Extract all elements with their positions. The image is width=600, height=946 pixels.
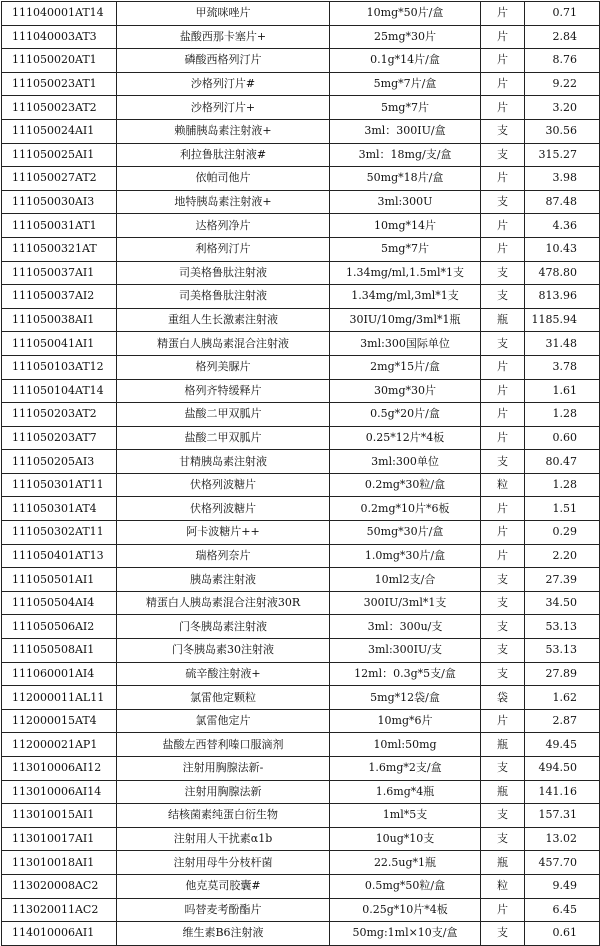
table-row (2, 686, 600, 710)
drug-spec-cell: 1.6mg*2支/盒 (330, 757, 481, 781)
drug-spec-cell: 5mg*7片 (330, 237, 481, 261)
drug-code-cell: 111050203AT7 (2, 426, 117, 450)
drug-price-cell: 1.28 (525, 473, 600, 497)
drug-code-cell: 111050301AT4 (2, 497, 117, 521)
drug-unit-cell: 支 (481, 615, 525, 639)
drug-code-cell: 113010015AI1 (2, 804, 117, 828)
drug-spec-cell: 50mg*30片/盒 (330, 521, 481, 545)
drug-name-cell: 格列美脲片 (117, 355, 330, 379)
drug-code-cell: 111050508AI1 (2, 639, 117, 663)
drug-spec-cell: 10ug*10支 (330, 827, 481, 851)
drug-name-cell: 氯雷他定颗粒 (117, 686, 330, 710)
drug-name-cell: 门冬胰岛素30注射液 (117, 639, 330, 663)
drug-spec-cell: 0.2mg*30粒/盒 (330, 473, 481, 497)
drug-unit-cell: 瓶 (481, 780, 525, 804)
drug-code-cell: 111050030AI3 (2, 190, 117, 214)
drug-code-cell: 111050401AT13 (2, 544, 117, 568)
drug-price-cell: 53.13 (525, 615, 600, 639)
table-row (2, 96, 600, 120)
drug-code-cell: 111050103AT12 (2, 355, 117, 379)
drug-code-cell: 111050023AT1 (2, 72, 117, 96)
drug-spec-cell: 1.0mg*30片/盒 (330, 544, 481, 568)
table-row (2, 25, 600, 49)
drug-price-cell: 0.71 (525, 2, 600, 26)
drug-price-cell: 1.51 (525, 497, 600, 521)
drug-spec-cell: 5mg*7片 (330, 96, 481, 120)
drug-unit-cell: 支 (481, 143, 525, 167)
table-row (2, 167, 600, 191)
drug-code-cell: 113010006AI12 (2, 757, 117, 781)
drug-unit-cell: 片 (481, 403, 525, 427)
drug-unit-cell: 支 (481, 119, 525, 143)
drug-code-cell: 111050020AT1 (2, 49, 117, 73)
table-row (2, 403, 600, 427)
drug-name-cell: 注射用胸腺法新 (117, 780, 330, 804)
drug-name-cell: 甲巯咪唑片 (117, 2, 330, 26)
drug-unit-cell: 支 (481, 662, 525, 686)
drug-spec-cell: 0.25*12片*4板 (330, 426, 481, 450)
drug-code-cell: 111050302AT11 (2, 521, 117, 545)
drug-code-cell: 111060001AI4 (2, 662, 117, 686)
drug-unit-cell: 片 (481, 214, 525, 238)
drug-code-cell: 113020011AC2 (2, 898, 117, 922)
drug-code-cell: 1110500321AT (2, 237, 117, 261)
drug-spec-cell: 10mg*14片 (330, 214, 481, 238)
table-row (2, 568, 600, 592)
drug-code-cell: 113010006AI14 (2, 780, 117, 804)
drug-name-cell: 司美格鲁肽注射液 (117, 261, 330, 285)
drug-name-cell: 注射用胸腺法新- (117, 757, 330, 781)
drug-price-cell: 3.20 (525, 96, 600, 120)
table-row (2, 214, 600, 238)
drug-code-cell: 114010006AI1 (2, 922, 117, 946)
drug-spec-cell: 0.25g*10片*4板 (330, 898, 481, 922)
drug-name-cell: 达格列净片 (117, 214, 330, 238)
drug-unit-cell: 支 (481, 639, 525, 663)
drug-unit-cell: 支 (481, 285, 525, 309)
drug-spec-cell: 3ml：300IU/盒 (330, 119, 481, 143)
drug-name-cell: 格列齐特缓释片 (117, 379, 330, 403)
drug-unit-cell: 支 (481, 261, 525, 285)
drug-price-cell: 53.13 (525, 639, 600, 663)
drug-price-cell: 813.96 (525, 285, 600, 309)
drug-unit-cell: 片 (481, 709, 525, 733)
drug-code-cell: 113010018AI1 (2, 851, 117, 875)
table-row (2, 521, 600, 545)
drug-unit-cell: 支 (481, 568, 525, 592)
drug-unit-cell: 片 (481, 521, 525, 545)
table-row (2, 780, 600, 804)
drug-code-cell: 111050037AI1 (2, 261, 117, 285)
drug-spec-cell: 3ml：300u/支 (330, 615, 481, 639)
drug-price-cell: 9.22 (525, 72, 600, 96)
table-row (2, 379, 600, 403)
table-row (2, 2, 600, 26)
drug-price-cell: 2.84 (525, 25, 600, 49)
drug-name-cell: 盐酸西那卡塞片+ (117, 25, 330, 49)
drug-spec-cell: 1.34mg/ml,3ml*1支 (330, 285, 481, 309)
drug-spec-cell: 0.5mg*50粒/盒 (330, 874, 481, 898)
drug-code-cell: 111050031AT1 (2, 214, 117, 238)
drug-code-cell: 111050027AT2 (2, 167, 117, 191)
drug-spec-cell: 2mg*15片/盒 (330, 355, 481, 379)
drug-price-cell: 10.43 (525, 237, 600, 261)
table-row (2, 332, 600, 356)
table-row (2, 615, 600, 639)
drug-name-cell: 结核菌素纯蛋白衍生物 (117, 804, 330, 828)
drug-unit-cell: 片 (481, 544, 525, 568)
drug-name-cell: 氯雷他定片 (117, 709, 330, 733)
table-row (2, 72, 600, 96)
drug-name-cell: 伏格列波糖片 (117, 473, 330, 497)
drug-code-cell: 111050301AT11 (2, 473, 117, 497)
drug-price-cell: 8.76 (525, 49, 600, 73)
drug-code-cell: 111050104AT14 (2, 379, 117, 403)
drug-code-cell: 113020008AC2 (2, 874, 117, 898)
drug-code-cell: 112000021AP1 (2, 733, 117, 757)
drug-price-cell: 49.45 (525, 733, 600, 757)
drug-spec-cell: 3ml:300IU/支 (330, 639, 481, 663)
drug-spec-cell: 1.34mg/ml,1.5ml*1支 (330, 261, 481, 285)
drug-name-cell: 维生素B6注射液 (117, 922, 330, 946)
drug-name-cell: 他克莫司胶囊# (117, 874, 330, 898)
drug-unit-cell: 片 (481, 898, 525, 922)
drug-unit-cell: 片 (481, 355, 525, 379)
drug-price-cell: 30.56 (525, 119, 600, 143)
drug-spec-cell: 1.6mg*4瓶 (330, 780, 481, 804)
drug-unit-cell: 瓶 (481, 733, 525, 757)
drug-name-cell: 盐酸左西替利嗪口服滴剂 (117, 733, 330, 757)
table-row (2, 285, 600, 309)
table-row (2, 308, 600, 332)
drug-price-cell: 0.60 (525, 426, 600, 450)
drug-price-cell: 0.29 (525, 521, 600, 545)
drug-unit-cell: 瓶 (481, 851, 525, 875)
drug-unit-cell: 片 (481, 426, 525, 450)
drug-price-cell: 31.48 (525, 332, 600, 356)
drug-code-cell: 111040001AT14 (2, 2, 117, 26)
drug-name-cell: 精蛋白人胰岛素混合注射液 (117, 332, 330, 356)
drug-unit-cell: 支 (481, 450, 525, 474)
drug-name-cell: 注射用母牛分枝杆菌 (117, 851, 330, 875)
drug-unit-cell: 片 (481, 25, 525, 49)
drug-name-cell: 利拉鲁肽注射液# (117, 143, 330, 167)
drug-price-cell: 3.98 (525, 167, 600, 191)
drug-price-cell: 9.49 (525, 874, 600, 898)
drug-unit-cell: 片 (481, 237, 525, 261)
drug-code-cell: 111050203AT2 (2, 403, 117, 427)
drug-spec-cell: 3ml:300U (330, 190, 481, 214)
table-row (2, 851, 600, 875)
drug-unit-cell: 片 (481, 96, 525, 120)
drug-name-cell: 精蛋白人胰岛素混合注射液30R (117, 591, 330, 615)
drug-name-cell: 伏格列波糖片 (117, 497, 330, 521)
drug-price-cell: 457.70 (525, 851, 600, 875)
table-row (2, 261, 600, 285)
table-row (2, 237, 600, 261)
table-row (2, 662, 600, 686)
table-row (2, 874, 600, 898)
drug-spec-cell: 300IU/3ml*1支 (330, 591, 481, 615)
drug-spec-cell: 0.1g*14片/盒 (330, 49, 481, 73)
table-row (2, 450, 600, 474)
drug-name-cell: 重组人生长激素注射液 (117, 308, 330, 332)
drug-price-cell: 2.87 (525, 709, 600, 733)
drug-price-cell: 494.50 (525, 757, 600, 781)
drug-price-table (1, 1, 600, 946)
table-row (2, 426, 600, 450)
drug-price-cell: 3.78 (525, 355, 600, 379)
drug-unit-cell: 支 (481, 757, 525, 781)
drug-code-cell: 111050205AI3 (2, 450, 117, 474)
table-row (2, 591, 600, 615)
drug-spec-cell: 3ml:300单位 (330, 450, 481, 474)
drug-name-cell: 司美格鲁肽注射液 (117, 285, 330, 309)
drug-spec-cell: 12ml：0.3g*5支/盒 (330, 662, 481, 686)
drug-unit-cell: 粒 (481, 473, 525, 497)
drug-spec-cell: 10ml2支/合 (330, 568, 481, 592)
drug-unit-cell: 片 (481, 497, 525, 521)
drug-code-cell: 111050037AI2 (2, 285, 117, 309)
table-row (2, 497, 600, 521)
drug-code-cell: 111050038AI1 (2, 308, 117, 332)
table-row (2, 473, 600, 497)
table-row (2, 804, 600, 828)
drug-code-cell: 111050506AI2 (2, 615, 117, 639)
drug-price-cell: 27.39 (525, 568, 600, 592)
table-row (2, 190, 600, 214)
drug-spec-cell: 1ml*5支 (330, 804, 481, 828)
drug-price-cell: 0.61 (525, 922, 600, 946)
table-row (2, 355, 600, 379)
table-row (2, 544, 600, 568)
drug-unit-cell: 片 (481, 167, 525, 191)
drug-unit-cell: 片 (481, 49, 525, 73)
drug-spec-cell: 5mg*12袋/盒 (330, 686, 481, 710)
drug-code-cell: 111040003AT3 (2, 25, 117, 49)
drug-spec-cell: 30IU/10mg/3ml*1瓶 (330, 308, 481, 332)
drug-spec-cell: 50mg*18片/盒 (330, 167, 481, 191)
table-row (2, 143, 600, 167)
drug-name-cell: 硫辛酸注射液+ (117, 662, 330, 686)
drug-price-cell: 157.31 (525, 804, 600, 828)
drug-unit-cell: 瓶 (481, 308, 525, 332)
drug-name-cell: 瑞格列奈片 (117, 544, 330, 568)
drug-code-cell: 112000015AT4 (2, 709, 117, 733)
drug-code-cell: 111050024AI1 (2, 119, 117, 143)
drug-code-cell: 111050023AT2 (2, 96, 117, 120)
table-row (2, 733, 600, 757)
drug-name-cell: 甘精胰岛素注射液 (117, 450, 330, 474)
drug-price-cell: 27.89 (525, 662, 600, 686)
drug-name-cell: 利格列汀片 (117, 237, 330, 261)
drug-name-cell: 地特胰岛素注射液+ (117, 190, 330, 214)
drug-price-cell: 4.36 (525, 214, 600, 238)
drug-spec-cell: 0.2mg*10片*6板 (330, 497, 481, 521)
drug-unit-cell: 片 (481, 2, 525, 26)
drug-unit-cell: 支 (481, 591, 525, 615)
table-row (2, 757, 600, 781)
drug-unit-cell: 支 (481, 332, 525, 356)
drug-name-cell: 注射用人干扰素α1b (117, 827, 330, 851)
drug-spec-cell: 22.5ug*1瓶 (330, 851, 481, 875)
drug-spec-cell: 30mg*30片 (330, 379, 481, 403)
drug-price-cell: 478.80 (525, 261, 600, 285)
drug-unit-cell: 袋 (481, 686, 525, 710)
drug-price-cell: 80.47 (525, 450, 600, 474)
drug-price-cell: 141.16 (525, 780, 600, 804)
drug-name-cell: 阿卡波糖片++ (117, 521, 330, 545)
drug-code-cell: 112000011AL11 (2, 686, 117, 710)
drug-unit-cell: 片 (481, 72, 525, 96)
drug-price-cell: 1.62 (525, 686, 600, 710)
drug-unit-cell: 支 (481, 190, 525, 214)
drug-unit-cell: 支 (481, 827, 525, 851)
drug-spec-cell: 10ml:50mg (330, 733, 481, 757)
drug-price-cell: 2.20 (525, 544, 600, 568)
drug-name-cell: 沙格列汀片# (117, 72, 330, 96)
table-row (2, 639, 600, 663)
drug-name-cell: 依帕司他片 (117, 167, 330, 191)
table-row (2, 922, 600, 946)
table-row (2, 49, 600, 73)
drug-unit-cell: 支 (481, 804, 525, 828)
drug-name-cell: 门冬胰岛素注射液 (117, 615, 330, 639)
drug-price-cell: 87.48 (525, 190, 600, 214)
drug-code-cell: 113010017AI1 (2, 827, 117, 851)
table-row (2, 709, 600, 733)
drug-price-cell: 1185.94 (525, 308, 600, 332)
drug-spec-cell: 50mg:1ml×10支/盒 (330, 922, 481, 946)
table-row (2, 119, 600, 143)
drug-spec-cell: 10mg*6片 (330, 709, 481, 733)
drug-spec-cell: 5mg*7片/盒 (330, 72, 481, 96)
drug-code-cell: 111050501AI1 (2, 568, 117, 592)
drug-unit-cell: 支 (481, 922, 525, 946)
drug-code-cell: 111050025AI1 (2, 143, 117, 167)
drug-price-cell: 1.28 (525, 403, 600, 427)
drug-price-cell: 1.61 (525, 379, 600, 403)
drug-spec-cell: 0.5g*20片/盒 (330, 403, 481, 427)
drug-unit-cell: 片 (481, 379, 525, 403)
table-row (2, 898, 600, 922)
drug-spec-cell: 10mg*50片/盒 (330, 2, 481, 26)
drug-name-cell: 吗替麦考酚酯片 (117, 898, 330, 922)
drug-code-cell: 111050504AI4 (2, 591, 117, 615)
drug-price-cell: 13.02 (525, 827, 600, 851)
drug-spec-cell: 3ml:300国际单位 (330, 332, 481, 356)
drug-name-cell: 赖脯胰岛素注射液+ (117, 119, 330, 143)
drug-name-cell: 盐酸二甲双胍片 (117, 426, 330, 450)
drug-name-cell: 磷酸西格列汀片 (117, 49, 330, 73)
drug-name-cell: 沙格列汀片+ (117, 96, 330, 120)
drug-price-cell: 315.27 (525, 143, 600, 167)
drug-spec-cell: 3ml：18mg/支/盒 (330, 143, 481, 167)
drug-price-cell: 34.50 (525, 591, 600, 615)
drug-unit-cell: 粒 (481, 874, 525, 898)
drug-name-cell: 胰岛素注射液 (117, 568, 330, 592)
drug-spec-cell: 25mg*30片 (330, 25, 481, 49)
drug-code-cell: 111050041AI1 (2, 332, 117, 356)
drug-price-cell: 6.45 (525, 898, 600, 922)
drug-name-cell: 盐酸二甲双胍片 (117, 403, 330, 427)
table-body (2, 2, 600, 946)
table-row (2, 827, 600, 851)
